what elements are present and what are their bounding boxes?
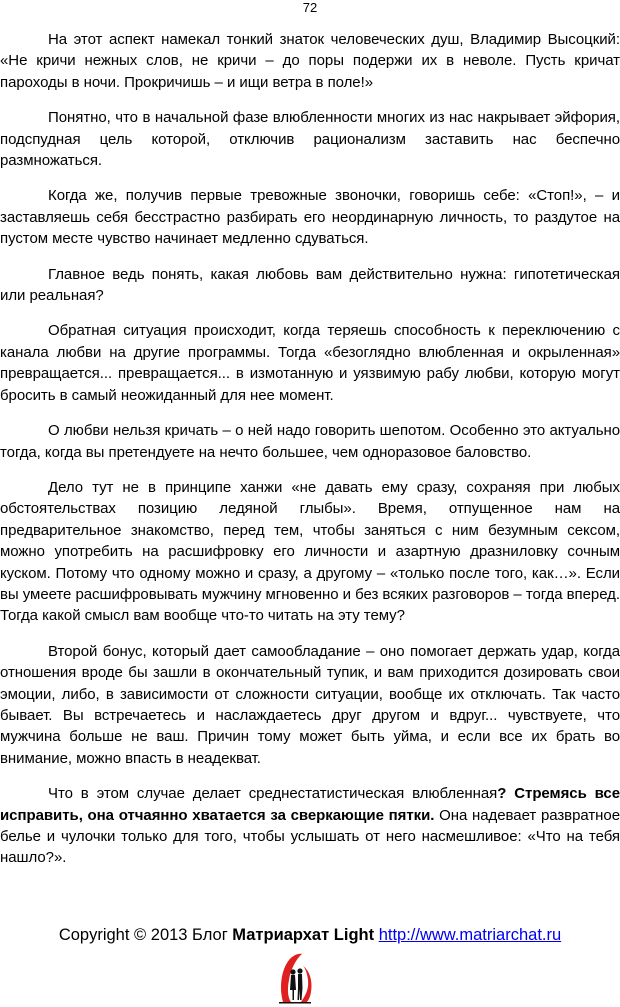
paragraph: Дело тут не в принципе ханжи «не давать ему сразу, сохраняя при любых обстоятельствах позицию ледяной глыбы». Время, отпущенное нам на предварительное знакомство, перед тем, чтобы заняться с ним безумным сексом, можно употребить на расшифровку его личности и азартную дразниловку сочным куском. Потому что одному можно и сразу, а другому – «только после того, как…». Если вы умеете расшифровывать мужчину мгновенно и без всяких разговоров – тогда вперед. Тогда какой смысл вам вообще что-то читать на эту тему?: [0, 478, 620, 625]
paragraph-last-start: Что в этом случае делает среднестатистическая влюбленная: [48, 785, 498, 803]
document-body: [0, 29, 620, 883]
paragraph: Обратная ситуация происходит, когда теряешь способность к переключению с канала любви на другие программы. Тогда «безоглядно влюбленная и окрыленная» превращается... превращается... в измотанную и уязвимую рабу любви, которую могут бросить в самый неожиданный для нее момент.: [0, 322, 620, 404]
paragraph: Понятно, что в начальной фазе влюбленности многих из нас накрывает эйфория, подспудная цель которой, отключив рационализм заставить нас беспечно размножаться.: [0, 109, 620, 170]
paragraph-last-end: Она надевает развратное белье и чулочки только для того, чтобы услышать от него насмешливое: «Что на тебя нашло?».: [0, 806, 620, 867]
footer-copyright: Copyright © 2013 Блог: [58, 926, 233, 944]
footer: [0, 925, 620, 945]
couple-logo-icon: [275, 950, 315, 1006]
page-number: 72: [302, 0, 318, 15]
paragraph: Когда же, получив первые тревожные звоночки, говоришь себе: «Стоп!», – и заставляешь себя бесстрастно разбирать его неординарную личность, то раздутое на пустом месте чувство начинает медленно сдуваться.: [0, 187, 620, 248]
paragraph-last: [0, 783, 620, 869]
footer-brand: Матриархат Light: [232, 926, 375, 944]
paragraph: На этот аспект намекал тонкий знаток человеческих душ, Владимир Высоцкий: «Не кричи нежных слов, не кричи – до поры подержи их в неволе. Пусть кричат пароходы в ночи. Прокричишь – и ищи ветра в поле!»: [0, 31, 620, 91]
paragraph: Второй бонус, который дает самообладание – оно помогает держать удар, когда отношения вроде бы зашли в окончательный тупик, и вам приходится дозировать свои эмоции, либо, в зависимости от сложности ситуации, вообще их отключать. Так часто бывает. Вы встречаетесь и наслаждаетесь друг другом и вдруг... чувствуете, что мужчина больше не ваш. Причин тому может быть уйма, и если все их брать во внимание, можно впасть в неадекват.: [0, 642, 620, 767]
paragraph: Главное ведь понять, какая любовь вам действительно нужна: гипотетическая или реальная?: [0, 265, 620, 305]
paragraph: О любви нельзя кричать – о ней надо говорить шепотом. Особенно это актуально тогда, когда вы претендуете на нечто большее, чем одноразовое баловство.: [0, 422, 620, 461]
footer-link[interactable]: http://www.matriarchat.ru: [378, 926, 562, 944]
paragraph-last-bold: ? Стремясь все исправить, она отчаянно хватается за сверкающие пятки.: [0, 785, 620, 824]
